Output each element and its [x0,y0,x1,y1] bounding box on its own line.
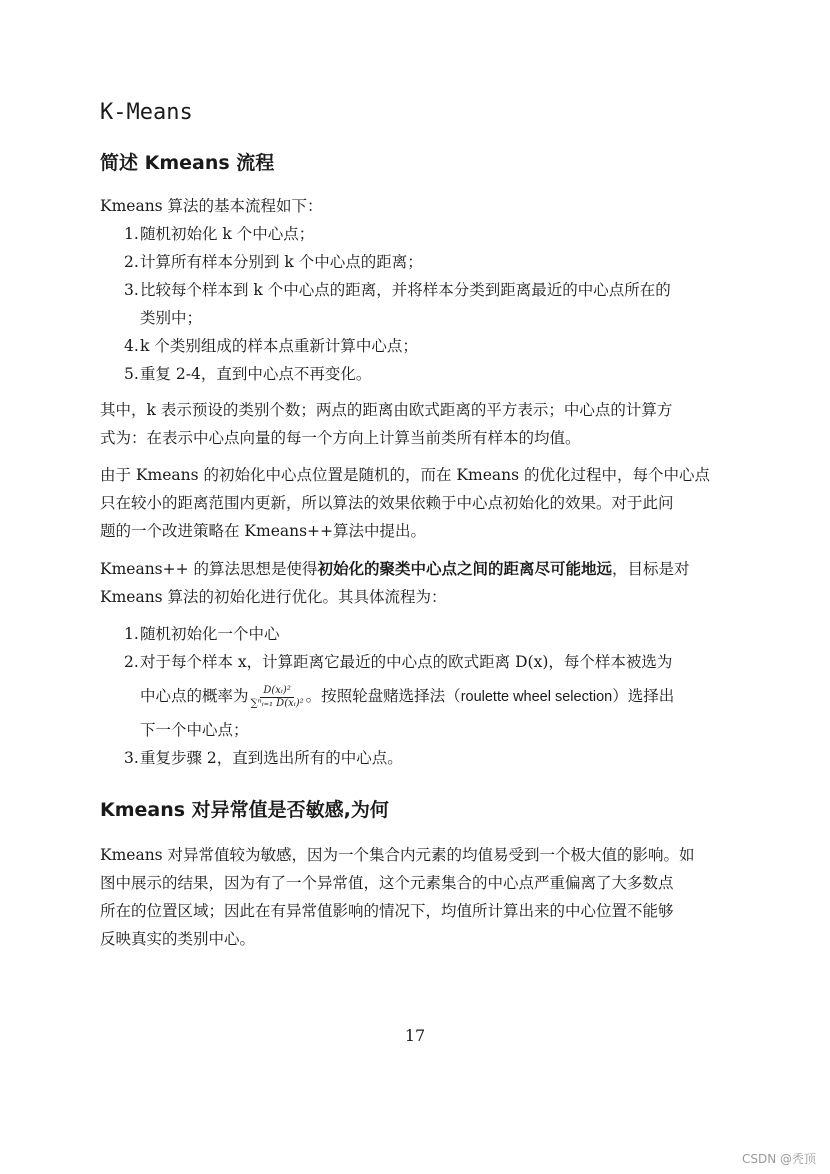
list-number: 4. [124,337,139,355]
list-number: 2. [124,253,139,271]
kmeans-steps [100,192,740,388]
text-line: Kmeans 算法的初始化进行优化。其具体流程为： [100,588,447,606]
list-text: k 个类别组成的样本点重新计算中心点； [140,337,418,355]
list-text: 计算所有样本分别到 k 个中心点的距离； [140,253,423,271]
list-item [100,276,740,304]
list-number: 3. [124,281,139,299]
paragraph-notes [100,396,740,452]
intro-text: Kmeans 算法的基本流程如下： [100,197,323,215]
list-item-continued [100,716,740,744]
page-number: 17 [404,1026,426,1045]
document-title: K-Means [100,100,193,125]
list-text: 比较每个样本到 k 个中心点的距离，并将样本分类到距离最近的中心点所在的 [140,281,671,299]
list-number: 5. [124,365,139,383]
kmeanspp-steps [100,620,740,772]
list-text: 下一个中心点； [140,721,249,739]
text-line: 由于 Kmeans 的初始化中心点位置是随机的，而在 Kmeans 的优化过程中，每个中心点 [100,466,710,484]
formula-denominator: ∑ⁿᵢ₌₁ D(xᵢ)² [250,697,304,709]
text-line: Kmeans 对异常值较为敏感，因为一个集合内元素的均值易受到一个极大值的影响。如 [100,846,695,864]
list-text: 。按照轮盘赌选择法（ [305,687,461,705]
list-number: 1. [124,225,139,243]
text-line: 反映真实的类别中心。 [100,930,256,948]
list-text: 中心点的概率为 [140,687,249,705]
text: Kmeans++ 的算法思想是使得 [100,560,318,578]
text-line: 只在较小的距离范围内更新，所以算法的效果依赖于中心点初始化的效果。对于此问 [100,494,674,512]
list-item-continued [100,304,740,332]
text-line: 图中展示的结果，因为有了一个异常值，这个元素集合的中心点严重偏离了大多数点 [100,874,674,892]
list-number: 2. [124,653,139,671]
list-text: 对于每个样本 x，计算距离它最近的中心点的欧式距离 D(x)，每个样本被选为 [140,653,673,671]
list-item [100,648,740,676]
text-line: 题的一个改进策略在 Kmeans++算法中提出。 [100,522,427,540]
list-item [100,360,740,388]
paragraph-kmeanspp [100,555,740,611]
list-item [100,620,740,648]
list-item [100,744,740,772]
section-heading-outlier-sensitivity: Kmeans 对异常值是否敏感,为何 [100,799,389,821]
text-line: 式为：在表示中心点向量的每一个方向上计算当前类所有样本的均值。 [100,429,581,447]
list-text: 重复 2-4，直到中心点不再变化。 [140,365,372,383]
text-line: 所在的位置区域；因此在有异常值影响的情况下，均值所计算出来的中心位置不能够 [100,902,674,920]
text-line: 其中，k 表示预设的类别个数；两点的距离由欧式距离的平方表示；中心点的计算方 [100,401,673,419]
bold-text: 初始化的聚类中心点之间的距离尽可能地远 [317,560,613,578]
list-item-continued [100,676,740,716]
section-heading-kmeans-process: 简述 Kmeans 流程 [100,152,275,174]
watermark: CSDN @秃顶 [741,1152,816,1166]
probability-formula [251,685,304,710]
list-text: 重复步骤 2，直到选出所有的中心点。 [140,749,403,767]
list-text-english: roulette wheel selection [460,689,613,705]
list-item [100,220,740,248]
text: ，目标是对 [612,560,690,578]
list-text: 随机初始化 k 个中心点； [140,225,315,243]
list-item [100,332,740,360]
list-number: 1. [124,625,139,643]
paragraph-outliers [100,841,740,953]
list-text: ）选择出 [612,687,675,705]
paragraph-init-issue [100,461,740,545]
list-text: 随机初始化一个中心 [140,625,280,643]
formula-numerator: D(xᵢ)² [260,685,293,698]
list-item [100,248,740,276]
list-text: 类别中； [140,309,203,327]
list-number: 3. [124,749,139,767]
